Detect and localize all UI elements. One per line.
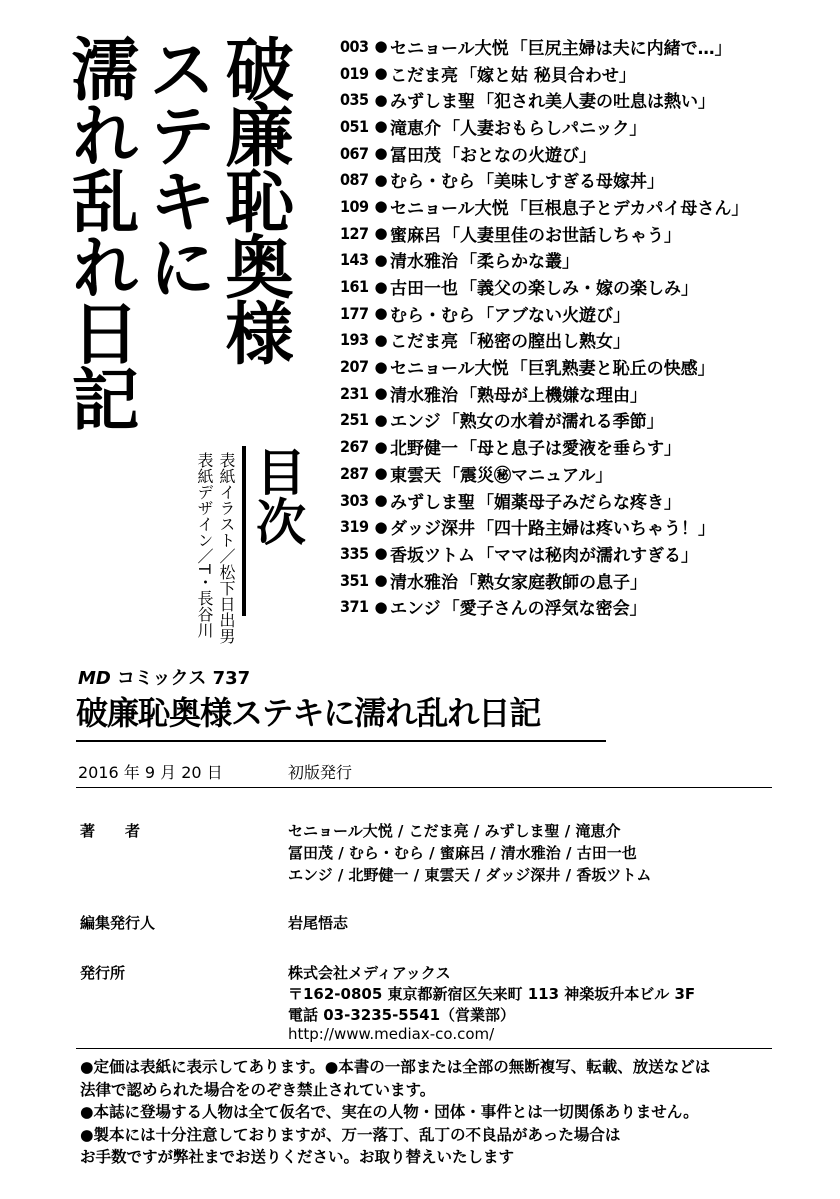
bullet-icon: ●: [374, 37, 388, 56]
toc-title: 「熟女家庭教師の息子」: [460, 572, 647, 593]
toc-title: 「巨乳熟妻と恥丘の快感」: [510, 359, 715, 380]
toc-page-number: 177: [340, 303, 369, 323]
toc-entry: [340, 353, 820, 380]
toc-entry: [340, 567, 820, 594]
series-name: コミックス 737: [116, 668, 251, 689]
toc-entry: [340, 166, 820, 193]
toc-author: 冨田茂: [390, 145, 441, 166]
toc-title: 「人妻おもらしパニック」: [443, 118, 647, 139]
bullet-icon: ●: [374, 544, 388, 563]
toc-title: 「美味しすぎる母嫁丼」: [477, 172, 664, 193]
toc-page-number: 231: [340, 383, 369, 403]
toc-author: 清水雅治: [390, 252, 458, 273]
toc-author: 東雲天: [390, 465, 441, 486]
toc-entry: [340, 407, 820, 434]
toc-author: 香坂ツトム: [390, 545, 475, 566]
bullet-icon: ●: [374, 197, 388, 216]
cover-credits: [194, 452, 236, 644]
toc-page-number: 193: [340, 330, 369, 350]
authors-line: エンジ / 北野健一 / 東雲天 / ダッジ深井 / 香坂ツトム: [288, 866, 652, 884]
bullet-icon: ●: [374, 224, 388, 243]
toc-author: こだま亮: [390, 65, 458, 86]
toc-title: 「媚薬母子みだらな疼き」: [477, 492, 681, 513]
toc-title: 「アブない火遊び」: [477, 305, 630, 326]
toc-heading: 目次: [242, 446, 306, 616]
toc-entry: [340, 487, 820, 514]
bullet-icon: ●: [374, 304, 388, 323]
toc-entry: [340, 513, 820, 540]
toc-author: セニョール大悦: [390, 359, 509, 380]
toc-page-number: 351: [340, 570, 369, 590]
publisher-address: 〒162-0805 東京都新宿区矢来町 113 神楽坂升本ビル 3F: [288, 985, 696, 1003]
toc-title: 「人妻里佳のお世話しちゃう」: [443, 225, 681, 246]
toc-author: エンジ: [390, 599, 441, 620]
toc-entry: [340, 60, 820, 87]
notice-line: ●定価は表紙に表示してあります。●本書の一部または全部の無断複写、転載、放送などは: [80, 1058, 711, 1076]
toc-entry: [340, 460, 820, 487]
toc-title: 「四十路主婦は疼いちゃう！」: [477, 519, 715, 540]
toc-author: エンジ: [390, 412, 441, 433]
publisher-name: 株式会社メディアックス: [288, 964, 451, 982]
toc-title: 「柔らかな叢」: [460, 252, 579, 273]
toc-entry: [340, 380, 820, 407]
publisher-label: 発行所: [80, 964, 126, 982]
notices: [80, 1056, 780, 1169]
book-title: 破廉恥奥様ステキに濡れ乱れ日記: [76, 694, 541, 732]
toc-author: みずしま聖: [390, 492, 475, 513]
toc-entry: [340, 33, 820, 60]
cover-design-credit: 表紙デザイン／T・長谷川: [195, 452, 214, 638]
bullet-icon: ●: [374, 517, 388, 536]
bullet-icon: ●: [374, 277, 388, 296]
publisher-url[interactable]: http://www.mediax-co.com/: [288, 1025, 495, 1043]
bullet-icon: ●: [374, 491, 388, 510]
bullet-icon: ●: [374, 144, 388, 163]
bullet-icon: ●: [374, 117, 388, 136]
notice-line: 法律で認められた場合をのぞき禁止されています。: [80, 1080, 436, 1099]
toc-author: 清水雅治: [390, 385, 458, 406]
bullet-icon: ●: [374, 170, 388, 189]
toc-page-number: 087: [340, 170, 369, 190]
bullet-icon: ●: [374, 330, 388, 349]
toc-page-number: 035: [340, 90, 369, 110]
title-column-1: 破廉恥奥様: [214, 34, 294, 364]
toc-entry: [340, 220, 820, 247]
toc-page-number: 109: [340, 196, 369, 216]
toc-title: 「秘密の膣出し熟女」: [460, 332, 630, 353]
toc-entry: [340, 327, 820, 354]
toc-page-number: 319: [340, 517, 369, 537]
toc-page-number: 127: [340, 223, 369, 243]
authors-line: セニョール大悦 / こだま亮 / みずしま聖 / 滝恵介: [288, 822, 621, 840]
author-label: 著 者: [80, 822, 141, 840]
toc-author: 古田一也: [390, 279, 458, 300]
bullet-icon: ●: [374, 384, 388, 403]
bullet-icon: ●: [374, 64, 388, 83]
toc-page-number: 051: [340, 116, 369, 136]
toc-entry: [340, 86, 820, 113]
series-label: [78, 664, 250, 690]
toc-author: セニョール大悦: [390, 38, 509, 59]
toc-author: ダッジ深井: [390, 519, 475, 540]
toc-author: むら・むら: [390, 305, 475, 326]
editor-name: 岩尾悟志: [288, 914, 349, 932]
notice-line: ●製本には十分注意しておりますが、万一落丁、乱丁の不良品があった場合は: [80, 1125, 621, 1144]
toc-author: むら・むら: [390, 172, 475, 193]
toc-page-number: 251: [340, 410, 369, 430]
toc-title: 「熟女の水着が濡れる季節」: [442, 412, 664, 433]
toc-title: 「巨根息子とデカパイ母さん」: [510, 198, 749, 219]
toc-page-number: 371: [340, 597, 369, 617]
toc-author: 滝恵介: [390, 118, 441, 139]
toc-title: 「おとなの火遊び」: [443, 145, 596, 166]
toc-author: 北野健一: [390, 439, 458, 460]
toc-page-number: 303: [340, 490, 369, 510]
bullet-icon: ●: [374, 571, 388, 590]
toc-title: 「嫁と姑 秘貝合わせ」: [460, 65, 636, 86]
bullet-icon: ●: [374, 410, 388, 429]
toc-page-number: 003: [340, 36, 369, 56]
toc-title: 「巨尻主婦は夫に内緒で…」: [510, 38, 732, 59]
publisher-phone: 電話 03-3235-5541（営業部）: [288, 1006, 516, 1024]
toc-author: みずしま聖: [390, 92, 475, 113]
toc-page-number: 267: [340, 437, 369, 457]
toc-entry: [340, 593, 820, 620]
edition: 初版発行: [288, 763, 353, 782]
divider: [76, 1048, 772, 1049]
toc-entry: [340, 433, 820, 460]
toc-entry: [340, 300, 820, 327]
notice-line: お手数ですが弊社までお送りください。お取り替えいたします: [80, 1148, 515, 1166]
toc-page-number: 019: [340, 63, 369, 83]
bullet-icon: ●: [374, 250, 388, 269]
toc-title: 「ママは秘肉が濡れすぎる」: [477, 545, 698, 566]
bullet-icon: ●: [374, 437, 388, 456]
toc-author: 清水雅治: [390, 572, 458, 593]
notice-line: ●本誌に登場する人物は全て仮名で、実在の人物・団体・事件とは一切関係ありません。: [80, 1103, 699, 1121]
toc-entry: [340, 193, 820, 220]
toc-author: 蜜麻呂: [390, 225, 441, 246]
toc-title: 「母と息子は愛液を垂らす」: [460, 439, 681, 460]
toc-title: 「熟母が上機嫌な理由」: [460, 385, 647, 406]
toc-title: 「犯され美人妻の吐息は熱い」: [477, 92, 715, 113]
cover-illustration-credit: 表紙イラスト／松下日出男: [217, 452, 236, 644]
toc-title: 「震災㊙マニュアル」: [443, 465, 613, 486]
toc-entry: [340, 113, 820, 140]
publication-date: 2016 年 9 月 20 日: [78, 763, 223, 782]
bullet-icon: ●: [374, 597, 388, 616]
toc-entry: [340, 247, 820, 274]
authors-line: 冨田茂 / むら・むら / 蜜麻呂 / 清水雅治 / 古田一也: [288, 844, 637, 862]
toc-page-number: 287: [340, 463, 369, 483]
bullet-icon: ●: [374, 464, 388, 483]
bullet-icon: ●: [374, 357, 388, 376]
toc-entry: [340, 273, 820, 300]
editor-label: 編集発行人: [80, 914, 156, 932]
toc-entry: [340, 540, 820, 567]
toc-page-number: 143: [340, 250, 369, 270]
toc-author: こだま亮: [390, 332, 458, 353]
toc-page-number: 067: [340, 143, 369, 163]
title-rule: [76, 740, 606, 742]
toc-entry: [340, 140, 820, 167]
toc-page-number: 335: [340, 543, 369, 563]
bullet-icon: ●: [374, 90, 388, 109]
toc-author: セニョール大悦: [390, 198, 509, 219]
table-of-contents: [340, 33, 820, 620]
toc-title: 「義父の楽しみ・嫁の楽しみ」: [460, 279, 698, 300]
title-column-3: 濡れ乱れ日記: [60, 34, 140, 430]
toc-page-number: 161: [340, 277, 369, 297]
toc-title: 「愛子さんの浮気な密会」: [442, 599, 647, 620]
divider: [76, 787, 772, 788]
series-md: MD: [78, 668, 111, 689]
cover-credits-block: [176, 446, 306, 644]
title-column-2: ステキに: [137, 34, 217, 298]
toc-page-number: 207: [340, 357, 369, 377]
